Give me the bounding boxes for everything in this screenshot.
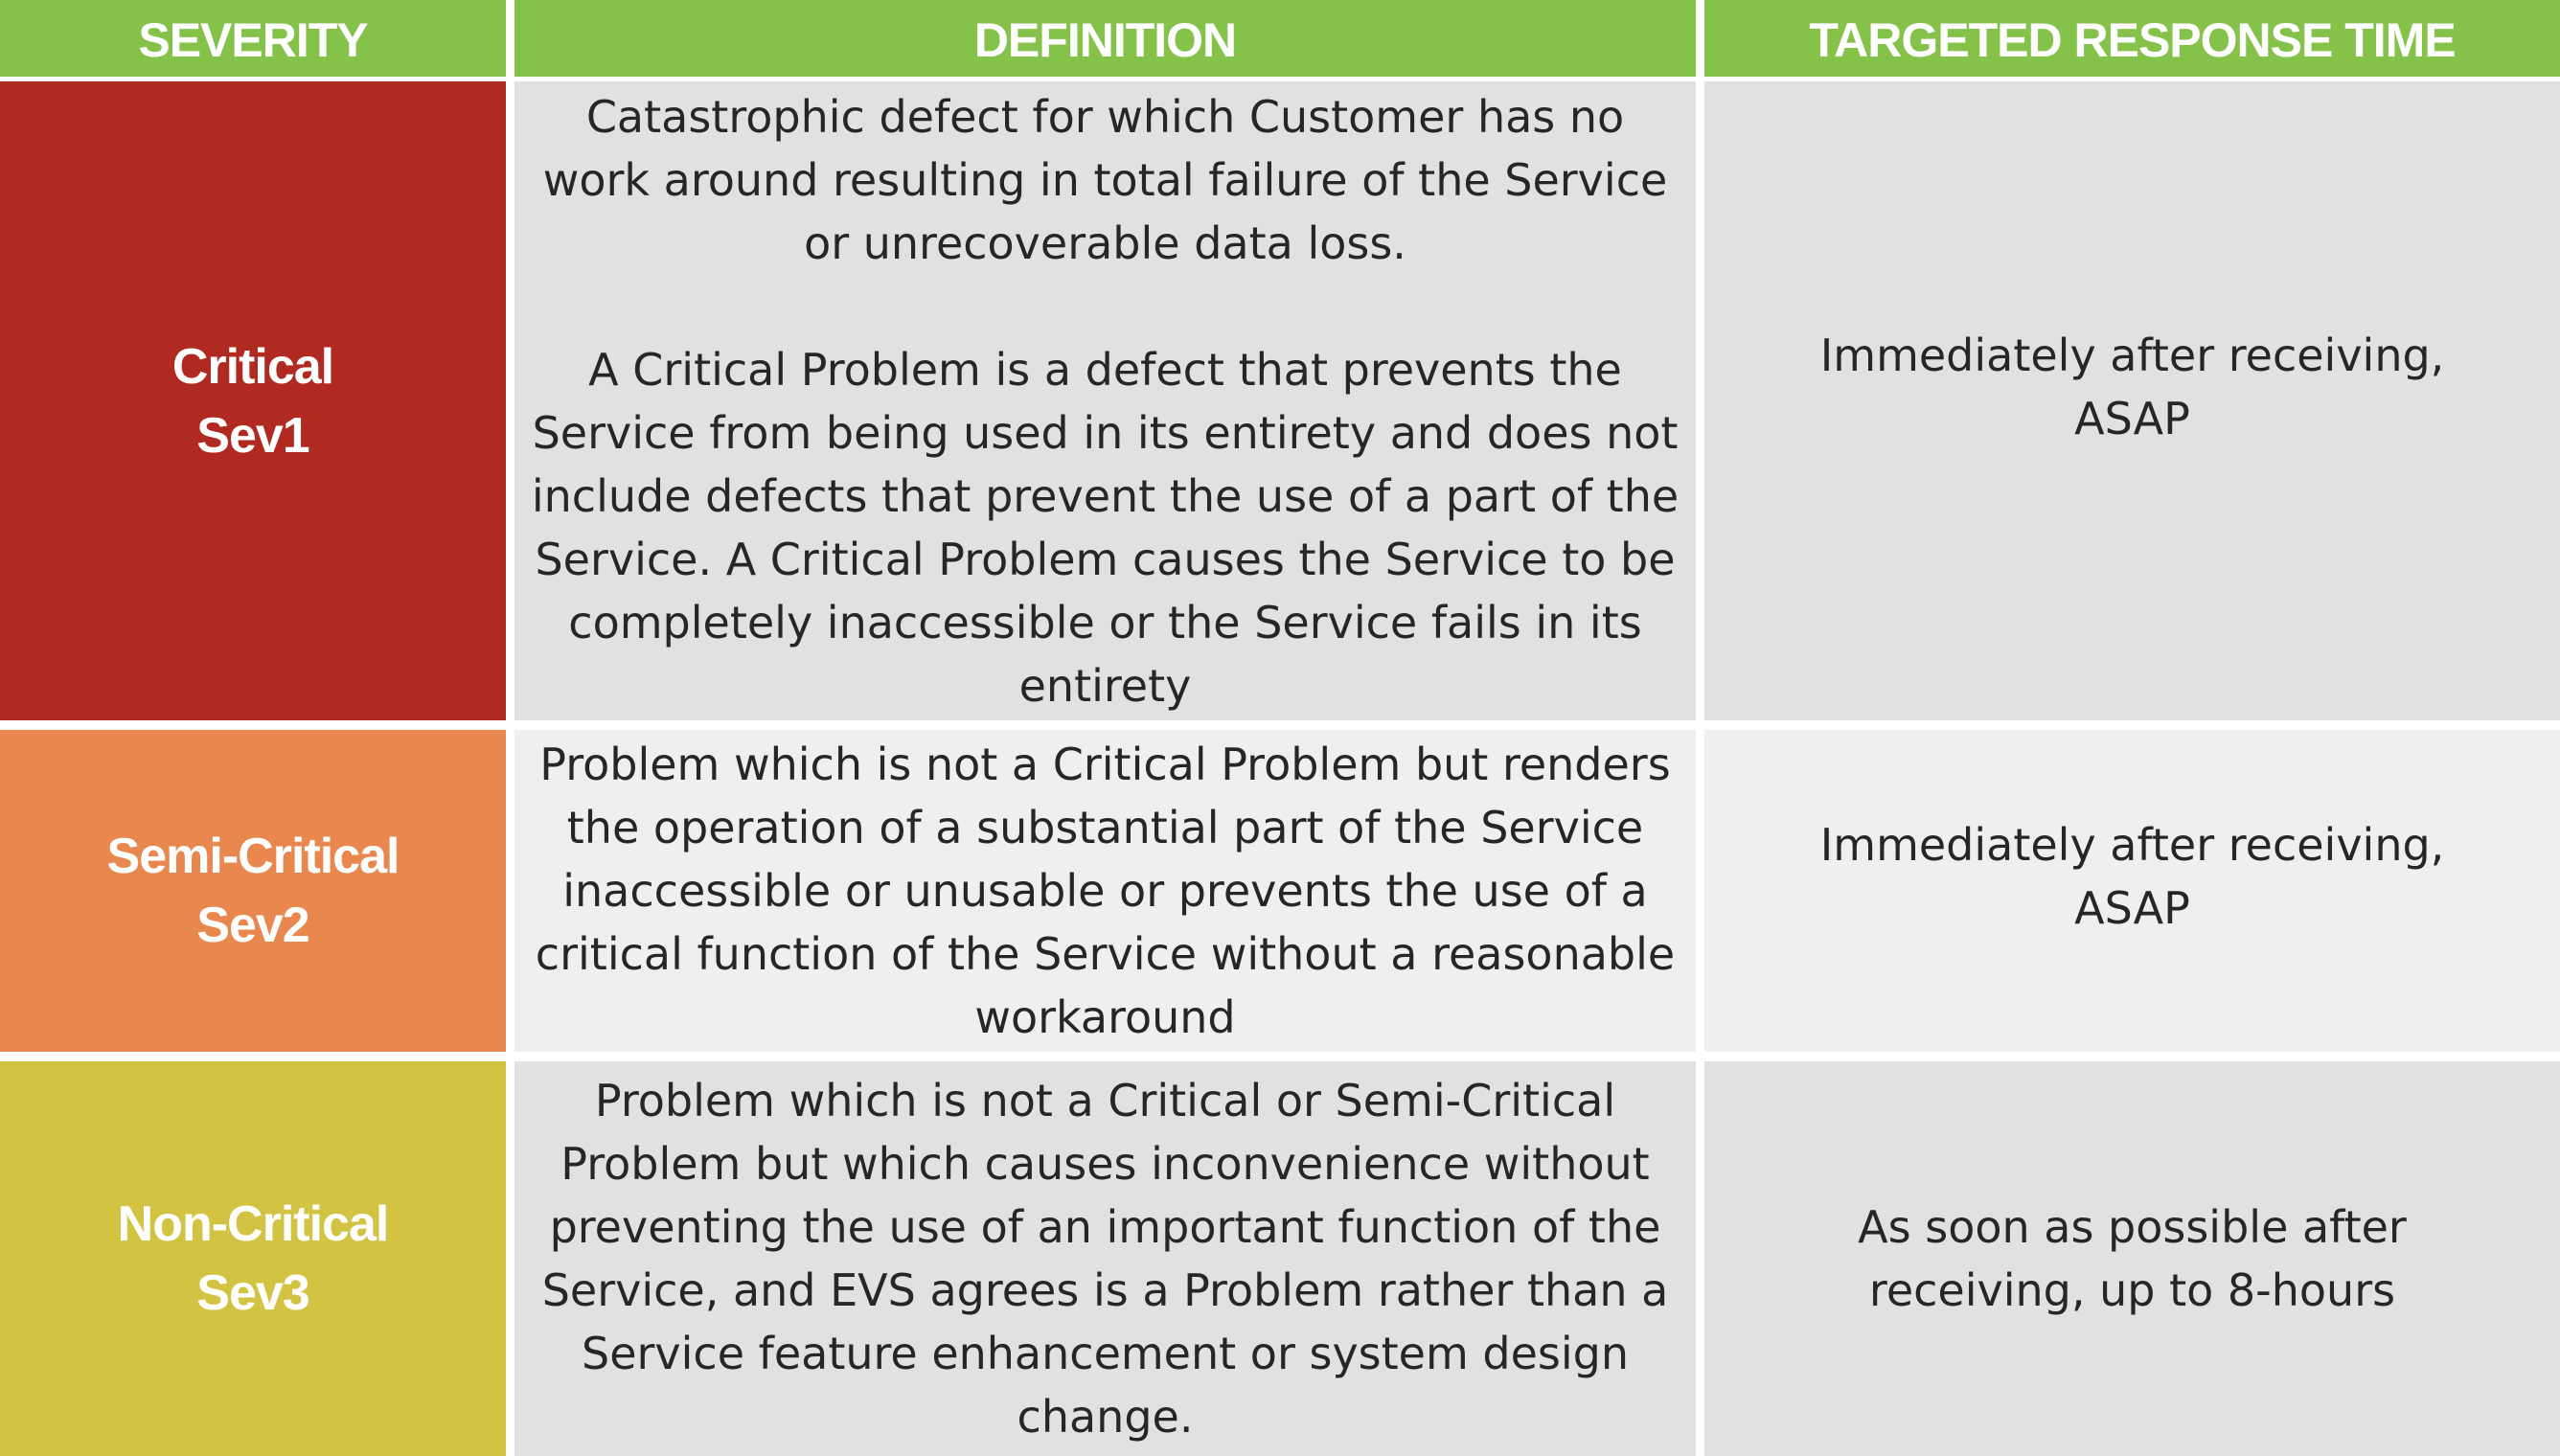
severity-level: Sev3 bbox=[196, 1265, 309, 1321]
header-response-time-label: TARGETED RESPONSE TIME bbox=[1809, 13, 2456, 67]
definition-text: Problem which is not a Critical Problem but renders the operation of a substantial part of the Service inaccessible or unusable or prevents the use of a critical function of the Service without a reasonable workaround bbox=[535, 739, 1676, 1043]
response-cell-critical bbox=[1704, 81, 2560, 730]
severity-level: Sev1 bbox=[196, 407, 309, 464]
definition-text: Problem which is not a Critical or Semi-Critical Problem but which causes inconvenience without preventing the use of an important function of the Service, and EVS agrees is a Problem rather than a Service feature enhancement or system design change. bbox=[541, 1075, 1669, 1443]
severity-cell-critical bbox=[0, 81, 514, 730]
response-cell-semi-critical bbox=[1704, 730, 2560, 1061]
header-severity bbox=[0, 0, 514, 81]
severity-label: Non-Critical bbox=[117, 1196, 389, 1252]
severity-label: Critical bbox=[171, 338, 334, 395]
definition-text: Catastrophic defect for which Customer has no work around resulting in total failure of the Service or unrecoverable data loss. A Critical Problem is a defect that prevents the Service from being used in its entirety and does not include defects that prevent the use of a part of the Service. A Critical Problem causes the Service to be completely inaccessible or the Service fails in its entirety bbox=[531, 90, 1680, 712]
response-cell-non-critical bbox=[1704, 1061, 2560, 1456]
severity-cell-non-critical bbox=[0, 1061, 514, 1456]
header-severity-label: SEVERITY bbox=[138, 13, 368, 67]
header-definition bbox=[514, 0, 1704, 81]
definition-cell-semi-critical bbox=[514, 730, 1704, 1061]
severity-label: Semi-Critical bbox=[106, 829, 400, 884]
header-definition-label: DEFINITION bbox=[973, 13, 1237, 67]
severity-cell-semi-critical bbox=[0, 730, 514, 1061]
definition-cell-critical bbox=[514, 81, 1704, 730]
header-response-time bbox=[1704, 0, 2560, 81]
response-text: As soon as possible after receiving, up to 8-hours bbox=[1858, 1201, 2407, 1316]
definition-cell-non-critical bbox=[514, 1061, 1704, 1456]
response-text: Immediately after receiving, ASAP bbox=[1819, 819, 2445, 934]
severity-level: Sev2 bbox=[196, 898, 309, 953]
response-text: Immediately after receiving, ASAP bbox=[1819, 329, 2445, 444]
